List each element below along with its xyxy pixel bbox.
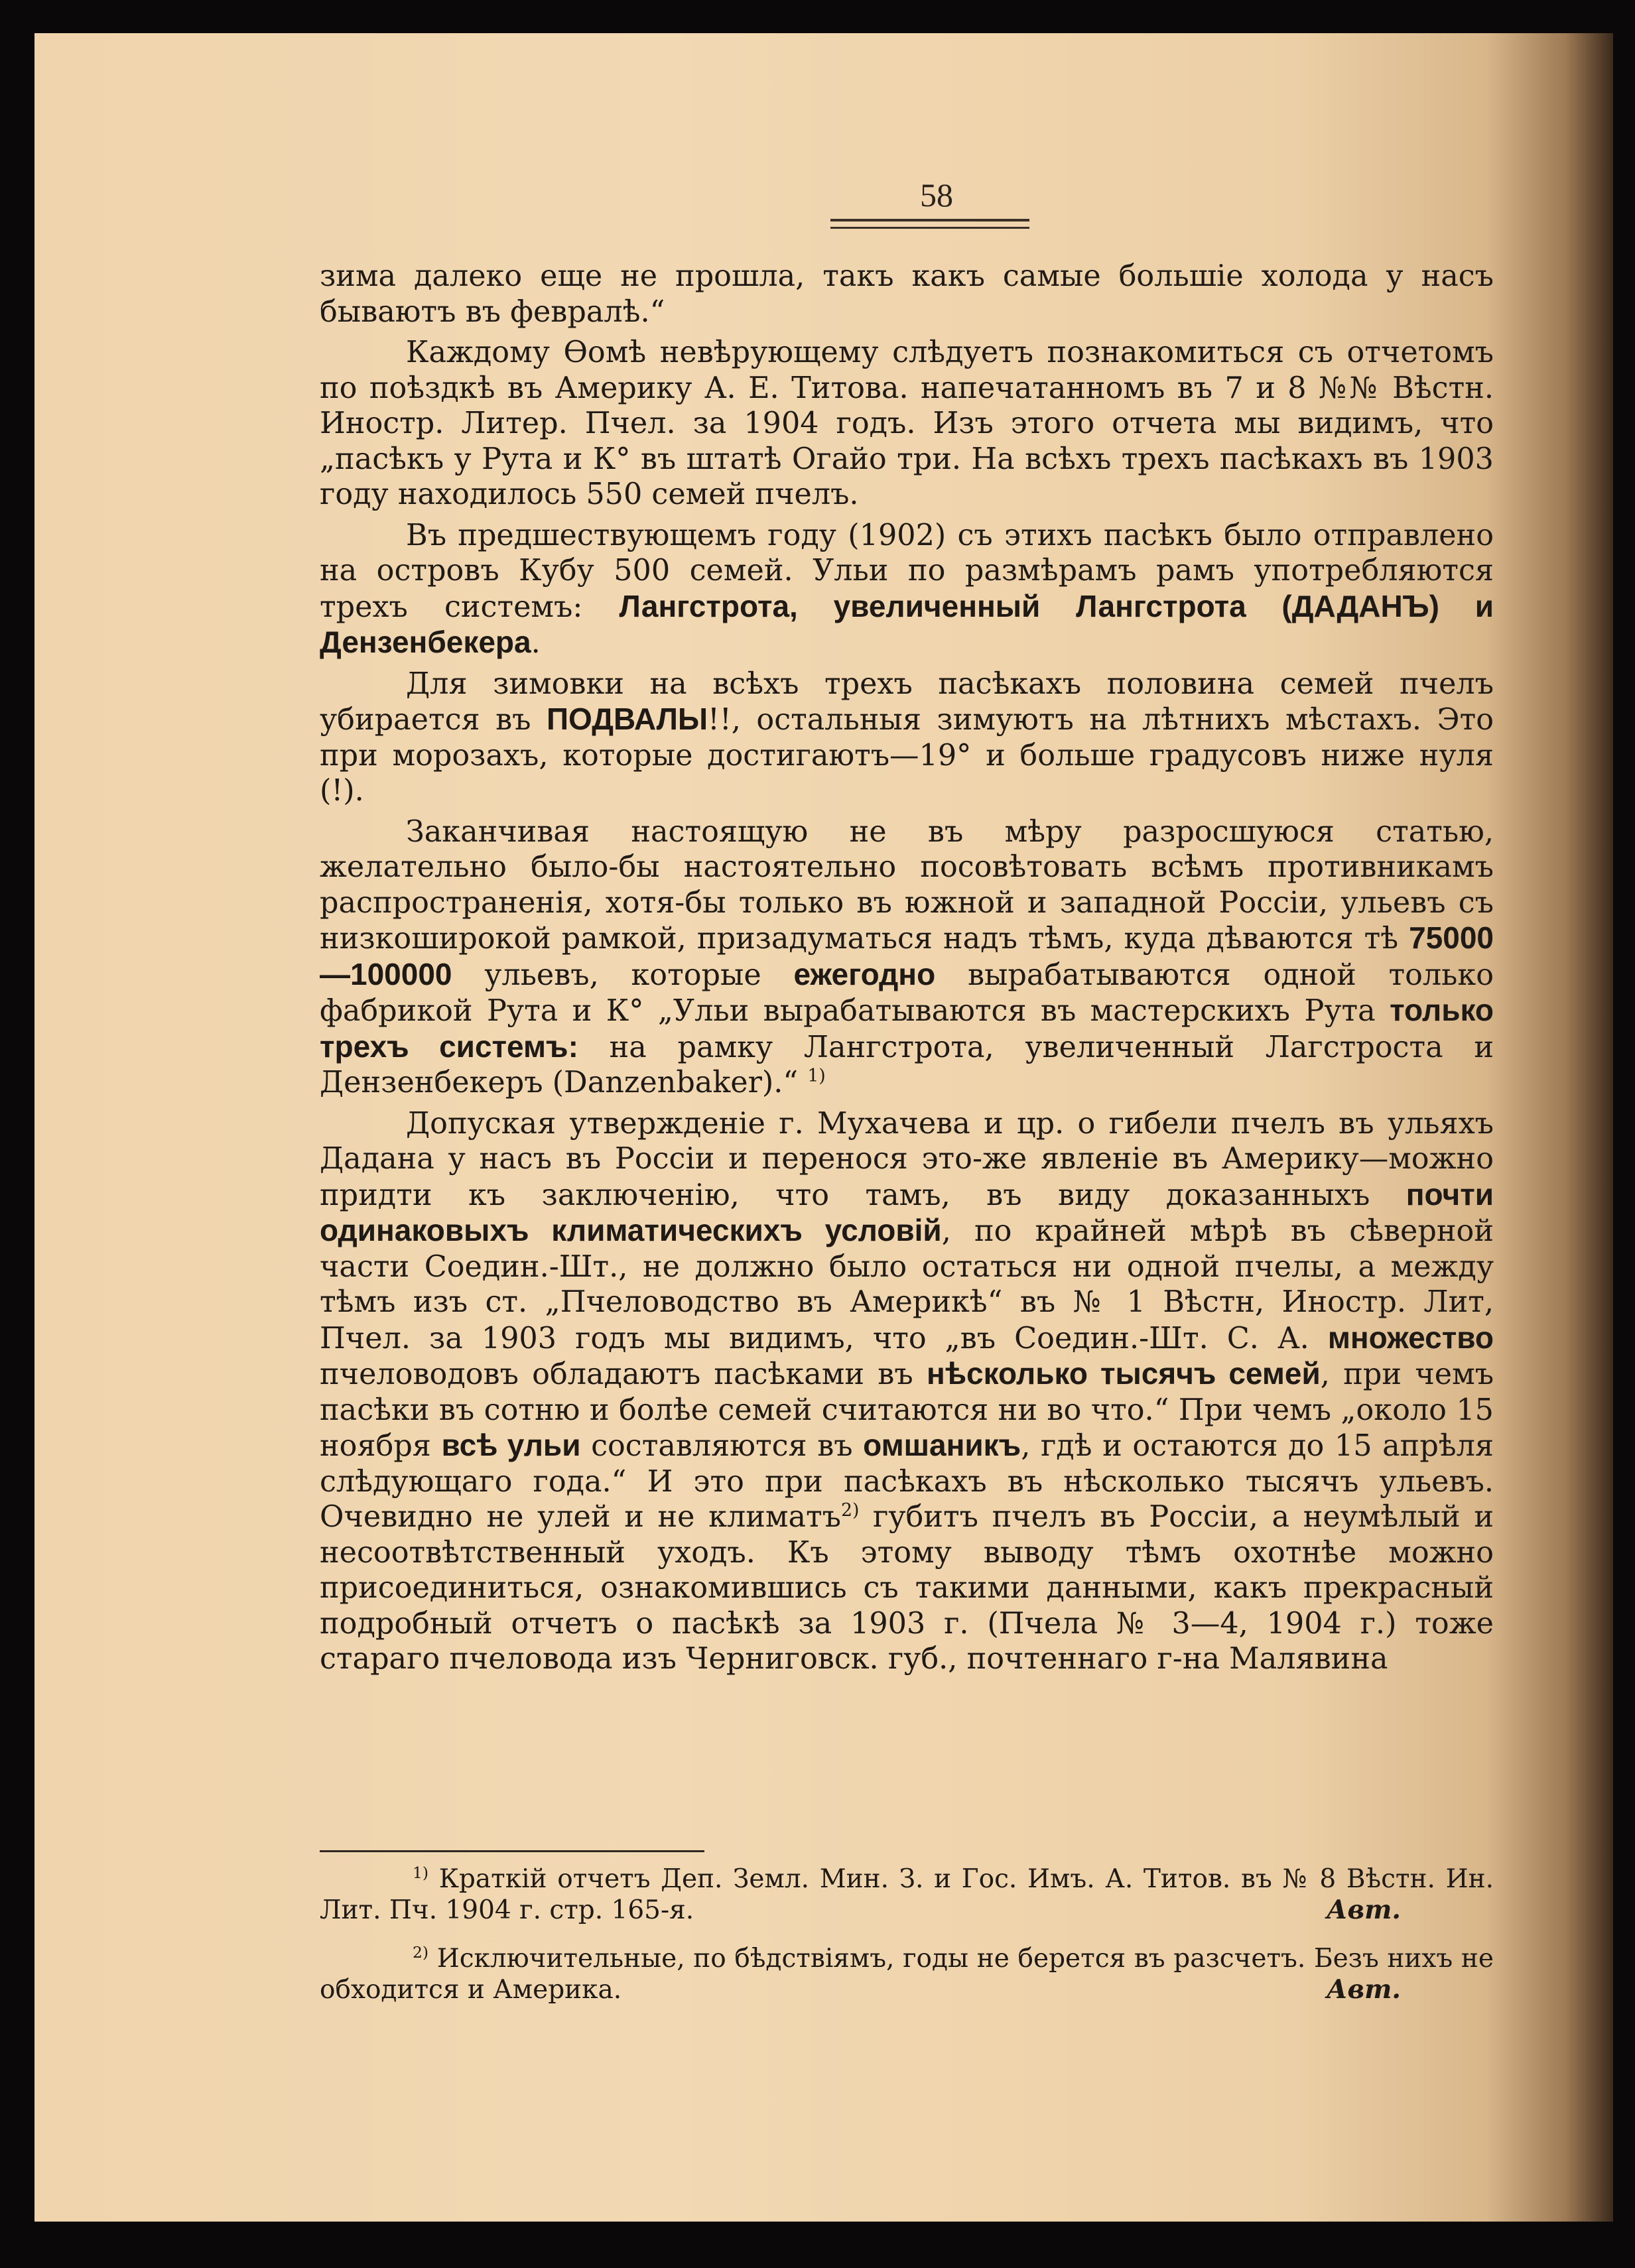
header-double-rule: [830, 219, 1029, 229]
paragraph-4-text-a: Для зимовки на всѣхъ трехъ пасѣкахъ половина семей пчелъ убирается въ: [320, 666, 1494, 737]
paragraph-2: Каждому Ѳомѣ невѣрующему слѣдуетъ познакомиться съ отчетомъ по поѣздкѣ въ Америку А. Е. Титова. напечатанномъ въ 7 и 8 №№ Вѣстн. Иностр. Литер. Пчел. за 1904 годъ. Изъ этого отчета мы видимъ, что „пасѣкъ у Рута и К° въ штатѣ Огайо три. На всѣхъ трехъ пасѣкахъ въ 1903 году находилось 550 семей пчелъ.: [320, 336, 1494, 511]
paragraph-6: [320, 1106, 1494, 1677]
paragraph-5-emphasis-count: 75000—100000: [320, 920, 1494, 991]
footnote-ref-2[interactable]: 2): [840, 1500, 860, 1521]
footnote-2-text: Исключительные, по бѣдствіямъ, годы не берется въ разсчетъ. Безъ нихъ не обходится и Америка.: [320, 1944, 1494, 2005]
footnote-divider: [320, 1850, 704, 1852]
paragraph-5-text-e: вырабатываются одной только фабрикой Рута и К° „Ульи вырабатываются въ мастерскихъ Рута: [320, 958, 1494, 1028]
footnote-2-author: Авт.: [1326, 1974, 1401, 2005]
paragraph-6-emphasis-all-hives: всѣ ульи: [441, 1428, 581, 1462]
paragraph-5-text-c: ульевъ, которые: [452, 958, 794, 992]
footnote-2: [320, 1943, 1494, 2005]
paragraph-6-text-a: Допуская утвержденіе г. Мухачева и цр. о гибели пчелъ въ ульяхъ Дадана у насъ въ Россіи и перенося это-же явленіе въ Америку—можно придти къ заключенію, что тамъ, въ виду доказанныхъ: [320, 1106, 1494, 1212]
footnote-ref-1[interactable]: 1): [807, 1066, 826, 1087]
paragraph-4-text-c: !!, остальныя зимуютъ на лѣтнихъ мѣстахъ. Это при морозахъ, которые достигаютъ—19° и больше градусовъ ниже нуля (!).: [320, 703, 1494, 808]
paragraph-5-text-a: Заканчивая настоящую не въ мѣру разросшуюся статью, желательно было-бы настоятельно посовѣтовать всѣмъ противникамъ распространенія, хотя-бы только въ южной и западной Россіи, ульевъ съ низкоширокой рамкой, призадуматься надъ тѣмъ, куда дѣваются тѣ: [320, 814, 1494, 956]
footnote-1: [320, 1863, 1494, 1926]
book-page: [34, 33, 1613, 2222]
paragraph-6-text-c: , по крайней мѣрѣ въ сѣверной части Соедин.-Шт., не должно было остаться ни одной пчелы, а между тѣмъ изъ ст. „Пчеловодство въ Америкѣ“ въ № 1 Вѣстн, Иностр. Лит, Пчел. за 1903 годъ мы видимъ, что „въ Соедин.-Шт. С. А.: [320, 1214, 1494, 1355]
paragraph-3-text-a: Въ предшествующемъ году (1902) съ этихъ пасѣкъ было отправлено на островъ Кубу 500 семей. Ульи по размѣрамъ рамъ употребляются трехъ системъ:: [320, 518, 1494, 624]
footnote-2-mark: 2): [413, 1943, 429, 1962]
paragraph-3: [320, 518, 1494, 661]
paragraph-4: [320, 666, 1494, 809]
paragraph-5-emphasis-annual: ежегодно: [793, 956, 936, 991]
paragraph-6-text-k: , гдѣ и остаются до 15 апрѣля слѣдующаго года.“ И это при пасѣкахъ въ нѣсколько тысячъ ульевъ. Очевидно не улей и не климатъ: [320, 1429, 1494, 1534]
body-text: [320, 259, 1494, 1682]
paragraph-6-text-e: пчеловодовъ обладаютъ пасѣками въ: [320, 1357, 927, 1391]
footnote-1-author: Авт.: [1326, 1895, 1401, 1925]
paragraph-6-text-i: составляются въ: [580, 1429, 864, 1463]
paragraph-5-text-g: на рамку Лангстрота, увеличенный Лагстроста и Дензенбекеръ (Danzenbaker).“: [320, 1030, 1494, 1100]
paragraph-5-emphasis-systems: только трехъ системъ:: [320, 993, 1494, 1064]
paragraph-6-text-g: , при чемъ пасѣки въ сотню и болѣе семей считаются ни во что.“ При чемъ „около 15 ноября: [320, 1357, 1494, 1463]
footnote-1-text: Краткій отчетъ Деп. Земл. Мин. З. и Гос. Имъ. А. Титов. въ № 8 Вѣстн. Ин. Лит. Пч. 1904 г. стр. 165-я.: [320, 1864, 1494, 1925]
paragraph-6-emphasis-thousands: нѣсколько тысячъ семей: [926, 1356, 1321, 1391]
page-number: 58: [920, 176, 953, 214]
paragraph-6-text-l: губитъ пчелъ въ Россіи, а неумѣлый и несоотвѣтственный уходъ. Къ этому выводу тѣмъ охотнѣе можно присоединиться, ознакомившись съ такими данными, какъ прекрасный подробный отчетъ о пасѣкѣ за 1903 г. (Пчела № 3—4, 1904 г.) тоже стараго пчеловода изъ Черниговск. губ., почтеннаго г-на Малявина: [320, 1500, 1494, 1676]
paragraph-3-text-c: .: [531, 626, 541, 660]
paragraph-1: зима далеко еще не прошла, такъ какъ самые большіе холода у насъ бываютъ въ февралѣ.“: [320, 259, 1494, 329]
paragraph-3-emphasis: Лангстрота, увеличенный Лангстрота (ДАДАНЪ) и Дензенбекера: [320, 588, 1494, 659]
paragraph-5: [320, 814, 1494, 1101]
paragraph-6-emphasis-conditions: почти одинаковыхъ климатическихъ условій: [320, 1176, 1494, 1247]
footnote-1-mark: 1): [413, 1863, 429, 1882]
paragraph-6-emphasis-many: множество: [1327, 1320, 1494, 1355]
paragraph-6-emphasis-omshanik: омшаникъ: [863, 1428, 1021, 1462]
paragraph-4-emphasis: ПОДВАЛЫ: [546, 702, 708, 736]
footnotes: [320, 1863, 1494, 2023]
